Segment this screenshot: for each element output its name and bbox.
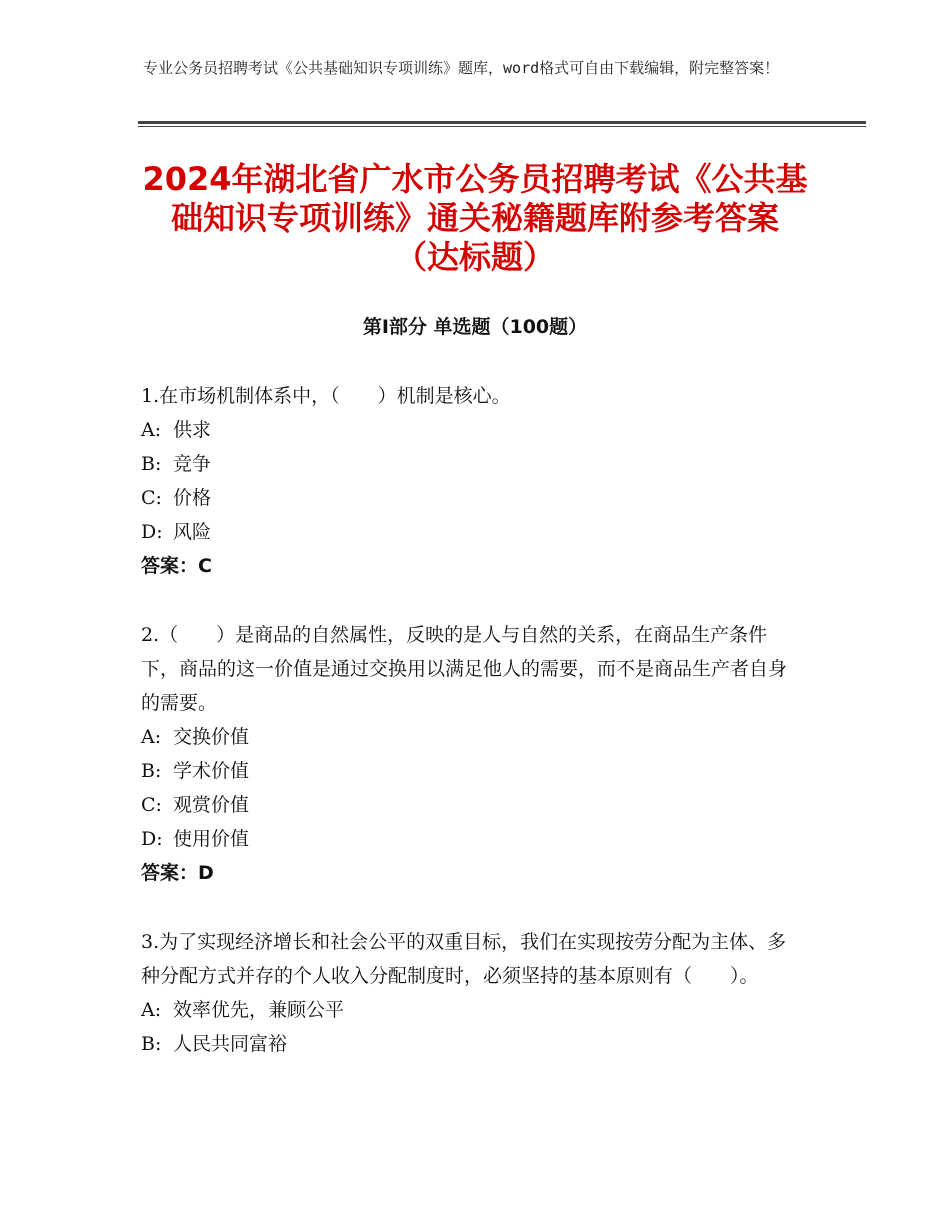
question-stem: 1.在市场机制体系中，（ ）机制是核心。 xyxy=(141,385,511,407)
option-b xyxy=(141,447,801,481)
option-text: 人民共同富裕 xyxy=(173,1033,288,1055)
option-d xyxy=(141,515,801,549)
option-text: 风险 xyxy=(173,521,212,543)
answer-line: 答案：C xyxy=(141,555,212,577)
option-letter: D: xyxy=(141,521,163,543)
option-text: 供求 xyxy=(173,419,212,441)
option-c xyxy=(141,481,801,515)
option-letter: B: xyxy=(141,1033,162,1055)
option-b xyxy=(141,754,801,788)
answer-line: 答案：D xyxy=(141,862,214,884)
question-1 xyxy=(141,379,801,583)
option-letter: B: xyxy=(141,760,162,782)
option-letter: C: xyxy=(141,487,162,509)
document-title: 2024年湖北省广水市公务员招聘考试《公共基础知识专项训练》通关秘籍题库附参考答案（达标题） xyxy=(142,160,808,276)
option-text: 效率优先，兼顾公平 xyxy=(173,999,345,1021)
header-divider-thick xyxy=(138,121,866,124)
option-letter: A: xyxy=(141,419,162,441)
option-d xyxy=(141,822,801,856)
question-stem: 2.（ ）是商品的自然属性，反映的是人与自然的关系，在商品生产条件下，商品的这一价值是通过交换用以满足他人的需要，而不是商品生产者自身的需要。 xyxy=(141,624,788,714)
header-divider-thin xyxy=(138,126,866,127)
option-text: 交换价值 xyxy=(173,726,250,748)
option-letter: D: xyxy=(141,828,163,850)
option-text: 使用价值 xyxy=(173,828,250,850)
header-note: 专业公务员招聘考试《公共基础知识专项训练》题库，word格式可自由下载编辑，附完整答案！ xyxy=(143,59,780,77)
question-2 xyxy=(141,618,801,890)
option-letter: A: xyxy=(141,726,162,748)
option-text: 价格 xyxy=(173,487,212,509)
option-a xyxy=(141,993,801,1027)
option-text: 竞争 xyxy=(173,453,212,475)
question-3 xyxy=(141,925,801,1061)
option-a xyxy=(141,413,801,447)
option-letter: B: xyxy=(141,453,162,475)
option-letter: C: xyxy=(141,794,162,816)
option-c xyxy=(141,788,801,822)
option-letter: A: xyxy=(141,999,162,1021)
option-text: 观赏价值 xyxy=(173,794,250,816)
option-b xyxy=(141,1027,801,1061)
option-text: 学术价值 xyxy=(173,760,250,782)
question-stem: 3.为了实现经济增长和社会公平的双重目标，我们在实现按劳分配为主体、多种分配方式并存的个人收入分配制度时，必须坚持的基本原则有（ ）。 xyxy=(141,931,787,987)
option-a xyxy=(141,720,801,754)
section-heading: 第Ⅰ部分 单选题（100题） xyxy=(362,316,588,338)
